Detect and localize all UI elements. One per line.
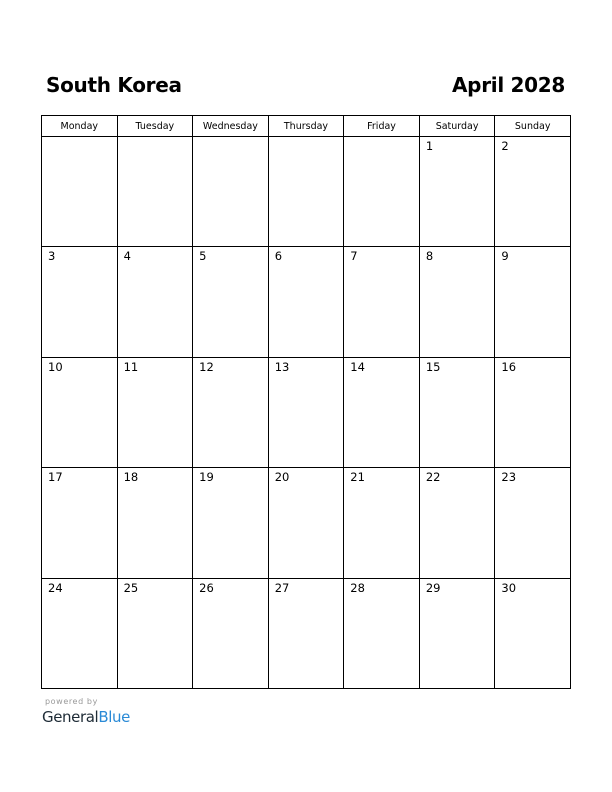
weekday-thursday: Thursday xyxy=(268,116,344,137)
weekday-sunday: Sunday xyxy=(495,116,571,137)
day-cell xyxy=(42,468,118,578)
day-number: 16 xyxy=(501,359,517,374)
day-number: 1 xyxy=(425,139,434,153)
day-cell xyxy=(42,357,118,467)
day-number: 4 xyxy=(123,249,131,264)
day-number: 24 xyxy=(48,580,63,595)
day-number: 23 xyxy=(501,470,517,485)
day-number: 9 xyxy=(501,249,509,264)
weekday-tuesday: Tuesday xyxy=(117,116,193,137)
day-cell xyxy=(117,578,193,688)
day-cell xyxy=(419,578,495,688)
day-cell xyxy=(268,137,344,247)
day-cell xyxy=(344,468,420,578)
day-cell xyxy=(344,137,420,247)
week-row xyxy=(42,247,571,357)
day-number: 30 xyxy=(501,580,517,595)
calendar-grid xyxy=(41,115,571,689)
brand-blue: Blue xyxy=(98,708,130,726)
day-number: 25 xyxy=(123,580,139,595)
day-number: 3 xyxy=(48,249,56,264)
weekday-monday: Monday xyxy=(42,116,118,137)
day-number: 28 xyxy=(350,580,365,595)
day-cell xyxy=(344,357,420,467)
day-cell xyxy=(193,468,269,578)
weekday-wednesday: Wednesday xyxy=(193,116,269,137)
day-number: 18 xyxy=(123,470,139,485)
day-cell xyxy=(193,247,269,357)
day-number: 15 xyxy=(425,359,441,374)
day-cell xyxy=(42,247,118,357)
day-number: 19 xyxy=(199,470,214,485)
day-cell xyxy=(419,357,495,467)
country-title: South Korea xyxy=(46,73,182,97)
day-cell xyxy=(117,468,193,578)
month-year-title: April 2028 xyxy=(452,73,565,97)
day-number: 29 xyxy=(425,580,441,595)
day-cell xyxy=(268,468,344,578)
weekday-saturday: Saturday xyxy=(419,116,495,137)
day-number xyxy=(193,137,268,141)
day-number: 7 xyxy=(350,249,358,264)
brand-general: General xyxy=(42,708,99,726)
day-number: 17 xyxy=(48,470,63,485)
week-row xyxy=(42,468,571,578)
footer-branding xyxy=(42,697,130,727)
day-number: 26 xyxy=(199,580,214,595)
day-cell xyxy=(42,578,118,688)
day-cell xyxy=(268,247,344,357)
day-number xyxy=(344,137,419,141)
day-number: 2 xyxy=(501,139,509,153)
day-cell xyxy=(193,137,269,247)
day-number: 6 xyxy=(274,249,283,264)
calendar-header xyxy=(46,70,565,100)
day-cell xyxy=(419,247,495,357)
day-cell xyxy=(495,578,571,688)
weekday-friday: Friday xyxy=(344,116,420,137)
day-number: 14 xyxy=(350,359,365,374)
day-cell xyxy=(268,357,344,467)
day-cell xyxy=(495,357,571,467)
day-cell xyxy=(344,578,420,688)
day-number: 11 xyxy=(123,359,139,374)
day-number: 22 xyxy=(425,470,441,485)
day-cell xyxy=(268,578,344,688)
day-cell xyxy=(117,247,193,357)
day-cell xyxy=(495,468,571,578)
week-row xyxy=(42,137,571,247)
day-cell xyxy=(495,137,571,247)
day-cell xyxy=(193,357,269,467)
day-number: 8 xyxy=(425,249,434,264)
day-number: 20 xyxy=(274,470,290,485)
day-number xyxy=(42,137,117,141)
day-number xyxy=(118,137,193,141)
day-number: 5 xyxy=(199,249,207,264)
day-number: 10 xyxy=(48,359,63,374)
day-number: 27 xyxy=(274,580,290,595)
day-cell xyxy=(344,247,420,357)
day-cell xyxy=(419,137,495,247)
day-cell xyxy=(495,247,571,357)
day-number: 21 xyxy=(350,470,365,485)
day-cell xyxy=(193,578,269,688)
day-number xyxy=(269,137,344,141)
day-cell xyxy=(419,468,495,578)
day-cell xyxy=(42,137,118,247)
powered-by-text: powered by xyxy=(45,697,98,706)
day-cell xyxy=(117,357,193,467)
day-number: 13 xyxy=(274,359,290,374)
weekday-header-row xyxy=(42,116,571,137)
day-cell xyxy=(117,137,193,247)
week-row xyxy=(42,357,571,467)
day-number: 12 xyxy=(199,359,214,374)
generalblue-logo[interactable] xyxy=(42,707,130,727)
week-row xyxy=(42,578,571,688)
